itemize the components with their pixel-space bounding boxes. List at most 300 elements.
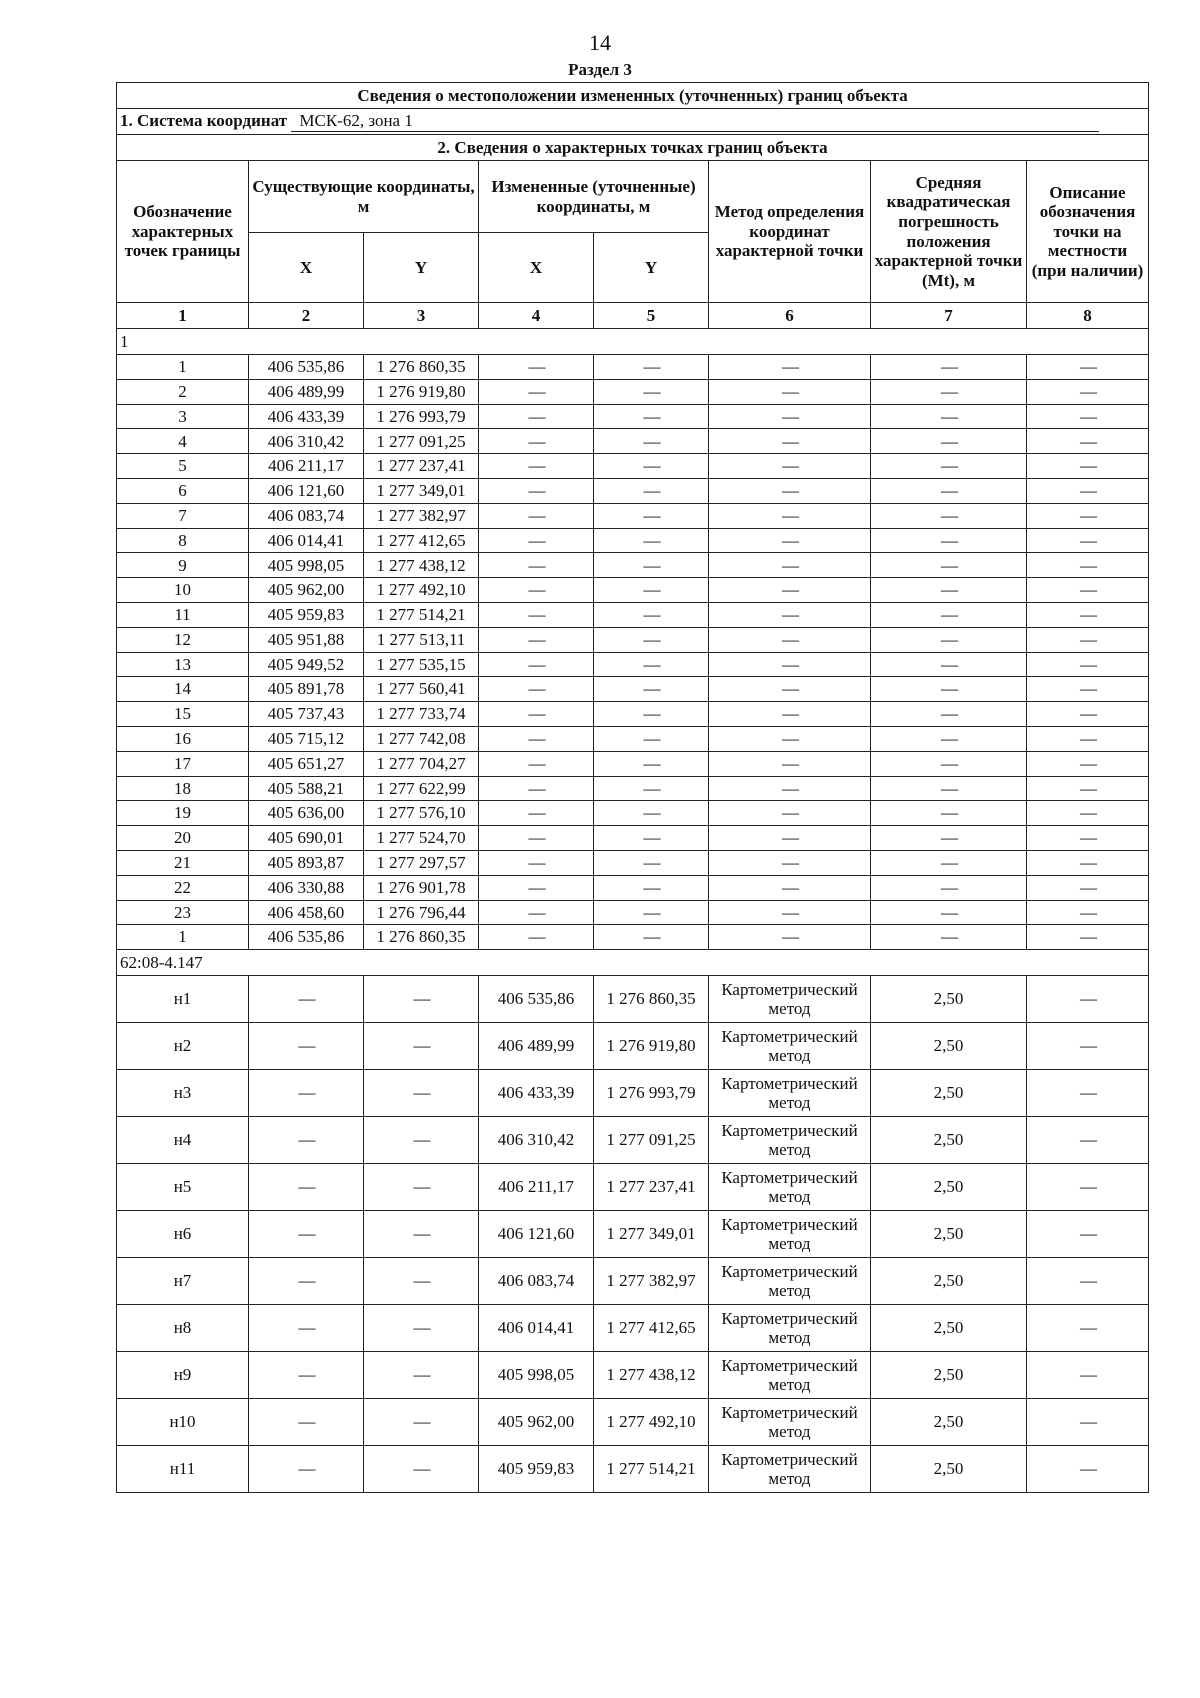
contour-label: 1 (117, 329, 1149, 355)
existing-y-cell: 1 277 733,74 (364, 702, 479, 727)
changed-x-cell: — (479, 751, 594, 776)
existing-x-cell: 406 083,74 (249, 503, 364, 528)
changed-y-cell: — (594, 726, 709, 751)
table-row (117, 1258, 1149, 1305)
method-cell: — (709, 602, 871, 627)
method-cell: — (709, 578, 871, 603)
existing-x-cell: 405 690,01 (249, 826, 364, 851)
changed-x-cell: — (479, 528, 594, 553)
existing-y-cell: 1 277 742,08 (364, 726, 479, 751)
changed-x-cell: — (479, 801, 594, 826)
table-title: Сведения о местоположении измененных (уточненных) границ объекта (117, 83, 1149, 109)
changed-x-cell: — (479, 379, 594, 404)
changed-x-cell: — (479, 478, 594, 503)
accuracy-cell: — (871, 528, 1027, 553)
existing-y-cell: 1 277 091,25 (364, 429, 479, 454)
method-cell: — (709, 379, 871, 404)
accuracy-cell: — (871, 801, 1027, 826)
changed-x-cell: — (479, 503, 594, 528)
accuracy-cell: — (871, 553, 1027, 578)
changed-y-cell: — (594, 776, 709, 801)
existing-x-cell: 406 489,99 (249, 379, 364, 404)
table-row (117, 1399, 1149, 1446)
existing-y-cell: 1 277 297,57 (364, 850, 479, 875)
existing-x-cell: — (249, 1258, 364, 1305)
method-cell: — (709, 478, 871, 503)
method-cell: Картометрический метод (709, 1211, 871, 1258)
accuracy-cell: — (871, 677, 1027, 702)
description-cell: — (1027, 553, 1149, 578)
changed-x-cell: — (479, 850, 594, 875)
table-row (117, 404, 1149, 429)
description-cell: — (1027, 677, 1149, 702)
point-id: н5 (117, 1164, 249, 1211)
changed-y-cell: — (594, 404, 709, 429)
column-number: 1 (117, 303, 249, 329)
column-number: 7 (871, 303, 1027, 329)
changed-x-cell: — (479, 404, 594, 429)
changed-x-cell: 406 121,60 (479, 1211, 594, 1258)
table-row (117, 379, 1149, 404)
method-cell: Картометрический метод (709, 1023, 871, 1070)
method-cell: — (709, 627, 871, 652)
table-subtitle: 2. Сведения о характерных точках границ объекта (117, 135, 1149, 161)
table-row (117, 478, 1149, 503)
column-number: 2 (249, 303, 364, 329)
changed-x-cell: — (479, 900, 594, 925)
method-cell: Картометрический метод (709, 1305, 871, 1352)
method-cell: — (709, 702, 871, 727)
description-cell: — (1027, 404, 1149, 429)
existing-y-cell: 1 277 382,97 (364, 503, 479, 528)
existing-x-cell: 406 535,86 (249, 925, 364, 950)
table-row (117, 355, 1149, 380)
changed-y-cell: — (594, 850, 709, 875)
existing-x-cell: 405 636,00 (249, 801, 364, 826)
method-cell: — (709, 826, 871, 851)
existing-y-cell: 1 277 492,10 (364, 578, 479, 603)
description-cell: — (1027, 751, 1149, 776)
changed-x-cell: — (479, 602, 594, 627)
method-cell: Картометрический метод (709, 1164, 871, 1211)
changed-y-cell: — (594, 925, 709, 950)
existing-y-cell: 1 277 513,11 (364, 627, 479, 652)
method-cell: — (709, 677, 871, 702)
method-cell: Картометрический метод (709, 1117, 871, 1164)
changed-y-cell: — (594, 355, 709, 380)
changed-x-cell: 406 083,74 (479, 1258, 594, 1305)
changed-y-cell: 1 276 860,35 (594, 976, 709, 1023)
method-cell: — (709, 553, 871, 578)
changed-x-cell: — (479, 553, 594, 578)
header-description: Описание обозначения точки на местности (при наличии) (1027, 161, 1149, 303)
table-row (117, 776, 1149, 801)
description-cell: — (1027, 627, 1149, 652)
accuracy-cell: — (871, 404, 1027, 429)
method-cell: — (709, 925, 871, 950)
existing-y-cell: 1 277 237,41 (364, 454, 479, 479)
table-row (117, 652, 1149, 677)
existing-x-cell: 405 949,52 (249, 652, 364, 677)
description-cell: — (1027, 379, 1149, 404)
existing-x-cell: 405 962,00 (249, 578, 364, 603)
table-row (117, 1164, 1149, 1211)
point-id: н6 (117, 1211, 249, 1258)
table-row (117, 801, 1149, 826)
coord-system-label: 1. Система координат (120, 111, 288, 131)
point-id: 12 (117, 627, 249, 652)
existing-y-cell: — (364, 1399, 479, 1446)
point-id: 7 (117, 503, 249, 528)
point-id: 3 (117, 404, 249, 429)
description-cell: — (1027, 1023, 1149, 1070)
changed-x-cell: — (479, 652, 594, 677)
column-number: 8 (1027, 303, 1149, 329)
changed-x-cell: — (479, 454, 594, 479)
changed-y-cell: — (594, 627, 709, 652)
changed-y-cell: — (594, 801, 709, 826)
changed-y-cell: — (594, 751, 709, 776)
changed-y-cell: — (594, 602, 709, 627)
table-row (117, 627, 1149, 652)
description-cell: — (1027, 578, 1149, 603)
table-row (117, 900, 1149, 925)
point-id: н1 (117, 976, 249, 1023)
point-id: 2 (117, 379, 249, 404)
accuracy-cell: — (871, 652, 1027, 677)
changed-y-cell: 1 277 412,65 (594, 1305, 709, 1352)
table-row (117, 875, 1149, 900)
changed-x-cell: 406 489,99 (479, 1023, 594, 1070)
description-cell: — (1027, 801, 1149, 826)
method-cell: Картометрический метод (709, 1352, 871, 1399)
method-cell: — (709, 751, 871, 776)
changed-x-cell: — (479, 627, 594, 652)
accuracy-cell: 2,50 (871, 1070, 1027, 1117)
method-cell: — (709, 404, 871, 429)
point-id: н8 (117, 1305, 249, 1352)
changed-y-cell: — (594, 528, 709, 553)
changed-y-cell: 1 277 349,01 (594, 1211, 709, 1258)
table-row (117, 925, 1149, 950)
table-row (117, 1070, 1149, 1117)
changed-y-cell: — (594, 454, 709, 479)
point-id: 8 (117, 528, 249, 553)
column-number: 5 (594, 303, 709, 329)
accuracy-cell: — (871, 776, 1027, 801)
existing-y-cell: 1 276 919,80 (364, 379, 479, 404)
accuracy-cell: — (871, 578, 1027, 603)
table-row (117, 850, 1149, 875)
accuracy-cell: 2,50 (871, 1164, 1027, 1211)
method-cell: — (709, 652, 871, 677)
changed-x-cell: — (479, 875, 594, 900)
description-cell: — (1027, 1399, 1149, 1446)
existing-y-cell: 1 277 576,10 (364, 801, 479, 826)
table-row (117, 553, 1149, 578)
table-row (117, 1352, 1149, 1399)
description-cell: — (1027, 1164, 1149, 1211)
accuracy-cell: — (871, 429, 1027, 454)
changed-y-cell: — (594, 826, 709, 851)
changed-y-cell: 1 277 492,10 (594, 1399, 709, 1446)
existing-y-cell: — (364, 976, 479, 1023)
method-cell: Картометрический метод (709, 1399, 871, 1446)
page-number: 14 (589, 30, 611, 55)
accuracy-cell: — (871, 925, 1027, 950)
existing-y-cell: 1 277 535,15 (364, 652, 479, 677)
table-row (117, 528, 1149, 553)
table-row (117, 751, 1149, 776)
accuracy-cell: 2,50 (871, 1258, 1027, 1305)
header-changed-coords: Измененные (уточненные) координаты, м (479, 161, 709, 233)
point-id: н10 (117, 1399, 249, 1446)
accuracy-cell: — (871, 702, 1027, 727)
existing-x-cell: — (249, 1399, 364, 1446)
point-id: 20 (117, 826, 249, 851)
existing-y-cell: — (364, 1211, 479, 1258)
existing-y-cell: — (364, 1164, 479, 1211)
accuracy-cell: — (871, 850, 1027, 875)
changed-y-cell: 1 277 091,25 (594, 1117, 709, 1164)
existing-x-cell: 405 951,88 (249, 627, 364, 652)
existing-x-cell: 405 891,78 (249, 677, 364, 702)
changed-x-cell: — (479, 702, 594, 727)
changed-x-cell: 405 962,00 (479, 1399, 594, 1446)
existing-y-cell: 1 277 560,41 (364, 677, 479, 702)
existing-y-cell: — (364, 1023, 479, 1070)
point-id: 11 (117, 602, 249, 627)
description-cell: — (1027, 355, 1149, 380)
cadastral-number-label: 62:08-4.147 (117, 950, 1149, 976)
point-id: 23 (117, 900, 249, 925)
existing-x-cell: 406 310,42 (249, 429, 364, 454)
point-id: 6 (117, 478, 249, 503)
changed-y-cell: — (594, 677, 709, 702)
method-cell: — (709, 503, 871, 528)
existing-x-cell: 406 330,88 (249, 875, 364, 900)
coord-system-value: МСК-62, зона 1 (291, 111, 1099, 132)
existing-y-cell: 1 277 514,21 (364, 602, 479, 627)
changed-x-cell: 406 433,39 (479, 1070, 594, 1117)
table-row (117, 1023, 1149, 1070)
method-cell: — (709, 875, 871, 900)
existing-y-cell: 1 277 704,27 (364, 751, 479, 776)
changed-x-cell: 405 998,05 (479, 1352, 594, 1399)
point-id: 15 (117, 702, 249, 727)
changed-y-cell: 1 277 514,21 (594, 1446, 709, 1493)
table-row (117, 1446, 1149, 1493)
description-cell: — (1027, 1352, 1149, 1399)
changed-y-cell: 1 276 919,80 (594, 1023, 709, 1070)
description-cell: — (1027, 900, 1149, 925)
changed-x-cell: — (479, 677, 594, 702)
description-cell: — (1027, 602, 1149, 627)
description-cell: — (1027, 976, 1149, 1023)
existing-y-cell: — (364, 1258, 479, 1305)
existing-x-cell: 405 715,12 (249, 726, 364, 751)
table-row (117, 1305, 1149, 1352)
column-number: 4 (479, 303, 594, 329)
existing-y-cell: 1 277 349,01 (364, 478, 479, 503)
point-id: 9 (117, 553, 249, 578)
changed-x-cell: 406 211,17 (479, 1164, 594, 1211)
existing-x-cell: — (249, 1211, 364, 1258)
existing-x-cell: — (249, 1352, 364, 1399)
existing-y-cell: 1 277 524,70 (364, 826, 479, 851)
changed-y-cell: — (594, 503, 709, 528)
existing-y-cell: 1 276 993,79 (364, 404, 479, 429)
point-id: н3 (117, 1070, 249, 1117)
description-cell: — (1027, 1258, 1149, 1305)
point-id: н4 (117, 1117, 249, 1164)
point-id: 22 (117, 875, 249, 900)
existing-x-cell: 405 959,83 (249, 602, 364, 627)
description-cell: — (1027, 1305, 1149, 1352)
point-id: 4 (117, 429, 249, 454)
table-row (117, 454, 1149, 479)
header-method: Метод определения координат характерной точки (709, 161, 871, 303)
method-cell: — (709, 355, 871, 380)
existing-y-cell: — (364, 1070, 479, 1117)
changed-x-cell: 406 535,86 (479, 976, 594, 1023)
header-accuracy: Средняя квадратическая погрешность положения характерной точки (Mt), м (871, 161, 1027, 303)
point-id: 10 (117, 578, 249, 603)
description-cell: — (1027, 454, 1149, 479)
table-row (117, 1117, 1149, 1164)
existing-y-cell: — (364, 1117, 479, 1164)
existing-x-cell: — (249, 1070, 364, 1117)
point-id: 18 (117, 776, 249, 801)
existing-y-cell: — (364, 1352, 479, 1399)
existing-x-cell: 405 588,21 (249, 776, 364, 801)
method-cell: — (709, 900, 871, 925)
table-row (117, 429, 1149, 454)
description-cell: — (1027, 478, 1149, 503)
accuracy-cell: — (871, 478, 1027, 503)
accuracy-cell: — (871, 627, 1027, 652)
existing-x-cell: 406 014,41 (249, 528, 364, 553)
description-cell: — (1027, 726, 1149, 751)
boundary-points-table (116, 82, 1149, 1493)
existing-y-cell: 1 277 438,12 (364, 553, 479, 578)
point-id: 13 (117, 652, 249, 677)
existing-y-cell: 1 276 796,44 (364, 900, 479, 925)
existing-x-cell: — (249, 1446, 364, 1493)
existing-x-cell: — (249, 1117, 364, 1164)
point-id: н7 (117, 1258, 249, 1305)
changed-y-cell: — (594, 379, 709, 404)
table-row (117, 826, 1149, 851)
description-cell: — (1027, 1117, 1149, 1164)
accuracy-cell: — (871, 379, 1027, 404)
accuracy-cell: — (871, 726, 1027, 751)
accuracy-cell: 2,50 (871, 1305, 1027, 1352)
accuracy-cell: — (871, 602, 1027, 627)
table-row (117, 726, 1149, 751)
method-cell: — (709, 776, 871, 801)
accuracy-cell: 2,50 (871, 1117, 1027, 1164)
table-row (117, 503, 1149, 528)
accuracy-cell: — (871, 900, 1027, 925)
existing-x-cell: — (249, 1023, 364, 1070)
changed-y-cell: — (594, 553, 709, 578)
changed-y-cell: 1 276 993,79 (594, 1070, 709, 1117)
existing-x-cell: 405 737,43 (249, 702, 364, 727)
changed-y-cell: — (594, 652, 709, 677)
description-cell: — (1027, 429, 1149, 454)
changed-x-cell: — (479, 355, 594, 380)
method-cell: — (709, 454, 871, 479)
changed-x-cell: — (479, 578, 594, 603)
description-cell: — (1027, 850, 1149, 875)
changed-y-cell: 1 277 382,97 (594, 1258, 709, 1305)
existing-x-cell: 406 121,60 (249, 478, 364, 503)
existing-x-cell: 406 433,39 (249, 404, 364, 429)
existing-y-cell: 1 277 412,65 (364, 528, 479, 553)
accuracy-cell: 2,50 (871, 1399, 1027, 1446)
changed-y-cell: — (594, 900, 709, 925)
accuracy-cell: 2,50 (871, 1352, 1027, 1399)
method-cell: Картометрический метод (709, 976, 871, 1023)
description-cell: — (1027, 1070, 1149, 1117)
accuracy-cell: 2,50 (871, 1211, 1027, 1258)
point-id: 14 (117, 677, 249, 702)
existing-x-cell: — (249, 976, 364, 1023)
section-title: Раздел 3 (568, 60, 632, 79)
method-cell: — (709, 429, 871, 454)
header-point-designation: Обозначение характерных точек границы (117, 161, 249, 303)
existing-y-cell: — (364, 1446, 479, 1493)
accuracy-cell: — (871, 875, 1027, 900)
point-id: н11 (117, 1446, 249, 1493)
method-cell: — (709, 850, 871, 875)
accuracy-cell: — (871, 355, 1027, 380)
method-cell: — (709, 726, 871, 751)
column-number: 3 (364, 303, 479, 329)
method-cell: — (709, 801, 871, 826)
point-id: 21 (117, 850, 249, 875)
description-cell: — (1027, 503, 1149, 528)
column-number: 6 (709, 303, 871, 329)
existing-x-cell: 405 651,27 (249, 751, 364, 776)
point-id: н2 (117, 1023, 249, 1070)
accuracy-cell: 2,50 (871, 1023, 1027, 1070)
table-row (117, 702, 1149, 727)
point-id: 17 (117, 751, 249, 776)
changed-y-cell: — (594, 478, 709, 503)
point-id: 1 (117, 925, 249, 950)
description-cell: — (1027, 776, 1149, 801)
table-row (117, 578, 1149, 603)
accuracy-cell: 2,50 (871, 1446, 1027, 1493)
description-cell: — (1027, 528, 1149, 553)
coord-system-row (117, 109, 1149, 135)
header-changed-x: X (479, 233, 594, 303)
changed-y-cell: 1 277 438,12 (594, 1352, 709, 1399)
changed-x-cell: — (479, 429, 594, 454)
accuracy-cell: — (871, 503, 1027, 528)
accuracy-cell: — (871, 751, 1027, 776)
point-id: н9 (117, 1352, 249, 1399)
header-existing-coords: Существующие координаты, м (249, 161, 479, 233)
existing-x-cell: 406 458,60 (249, 900, 364, 925)
description-cell: — (1027, 826, 1149, 851)
accuracy-cell: — (871, 826, 1027, 851)
changed-x-cell: — (479, 776, 594, 801)
table-row (117, 1211, 1149, 1258)
accuracy-cell: 2,50 (871, 976, 1027, 1023)
